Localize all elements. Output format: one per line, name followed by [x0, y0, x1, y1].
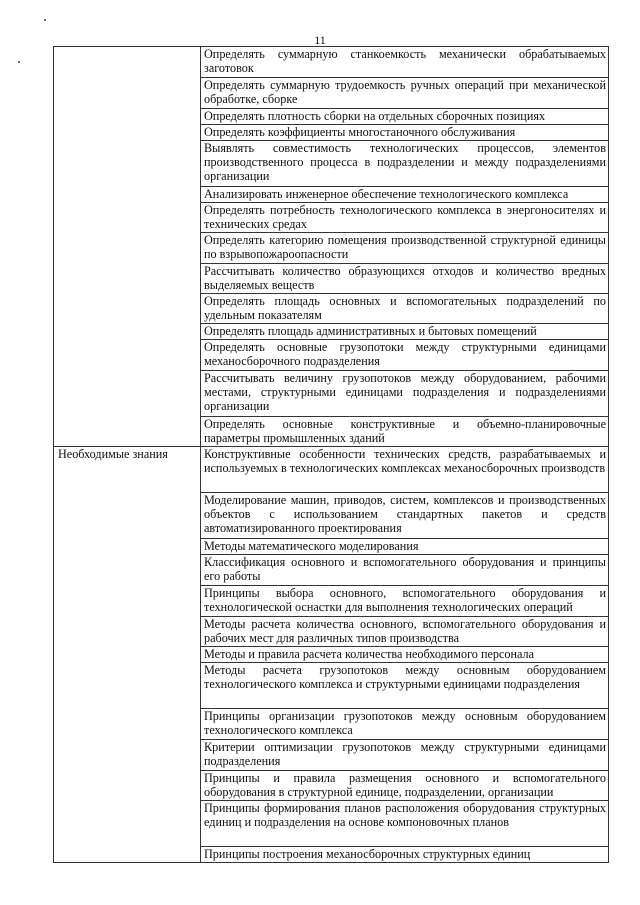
- requirement-item: Методы математического моделирования: [201, 539, 609, 555]
- requirement-item: Определять категорию помещения производственной структурной единицы по взрывопожароопасности: [201, 233, 609, 264]
- requirement-item: Принципы построения механосборочных структурных единиц: [201, 847, 609, 863]
- table-row: [54, 47, 609, 78]
- section-label: Необходимые знания: [54, 447, 201, 863]
- requirement-item: Принципы выбора основного, вспомогательного оборудования и технологической оснастки для выполнения технологических операций: [201, 586, 609, 617]
- requirement-item: Методы расчета грузопотоков между основным оборудованием технологического комплекса и структурными единицами подразделения: [201, 663, 609, 709]
- requirement-item: Моделирование машин, приводов, систем, комплексов и производственных объектов с использованием стандартных пакетов и средств автоматизированного проектирования: [201, 493, 609, 539]
- requirement-item: Определять коэффициенты многостаночного обслуживания: [201, 125, 609, 141]
- table-row: [54, 447, 609, 493]
- scan-speck: [44, 19, 46, 21]
- requirement-item: Определять суммарную трудоемкость ручных операций при механической обработке, сборке: [201, 78, 609, 109]
- requirement-item: Определять плотность сборки на отдельных сборочных позициях: [201, 109, 609, 125]
- requirement-item: Принципы и правила размещения основного и вспомогательного оборудования в структурной единице, подразделении, организации: [201, 771, 609, 801]
- requirement-item: Определять суммарную станкоемкость механически обрабатываемых заготовок: [201, 47, 609, 78]
- requirement-item: Рассчитывать величину грузопотоков между оборудованием, рабочими местами, структурными единицами подразделения и подразделениями организации: [201, 371, 609, 417]
- requirement-item: Рассчитывать количество образующихся отходов и количество вредных выделяемых веществ: [201, 264, 609, 294]
- requirement-item: Определять площадь административных и бытовых помещений: [201, 324, 609, 340]
- competency-table: [53, 46, 609, 863]
- section-label-empty: [54, 47, 201, 447]
- requirement-item: Методы и правила расчета количества необходимого персонала: [201, 647, 609, 663]
- requirement-item: Методы расчета количества основного, вспомогательного оборудования и рабочих мест для различных типов производства: [201, 617, 609, 647]
- requirement-item: Определять основные грузопотоки между структурными единицами механосборочного подразделения: [201, 340, 609, 371]
- requirement-item: Определять площадь основных и вспомогательных подразделений по удельным показателям: [201, 294, 609, 324]
- requirement-item: Принципы формирования планов расположения оборудования структурных единиц и подразделения на основе компоновочных планов: [201, 801, 609, 847]
- page-number: 11: [314, 33, 326, 47]
- scan-speck: [18, 61, 20, 63]
- requirement-item: Определять основные конструктивные и объемно-планировочные параметры промышленных зданий: [201, 417, 609, 447]
- requirement-item: Конструктивные особенности технических средств, разрабатываемых и используемых в технологических комплексах механосборочных производств: [201, 447, 609, 493]
- requirement-item: Классификация основного и вспомогательного оборудования и принципы его работы: [201, 555, 609, 586]
- requirement-item: Принципы организации грузопотоков между основным оборудованием технологического комплекса: [201, 709, 609, 740]
- requirement-item: Критерии оптимизации грузопотоков между структурными единицами подразделения: [201, 740, 609, 771]
- requirement-item: Анализировать инженерное обеспечение технологического комплекса: [201, 187, 609, 203]
- requirement-item: Определять потребность технологического комплекса в энергоносителях и технических средах: [201, 203, 609, 233]
- requirement-item: Выявлять совместимость технологических процессов, элементов производственного процесса в подразделении и между подразделениями организации: [201, 141, 609, 187]
